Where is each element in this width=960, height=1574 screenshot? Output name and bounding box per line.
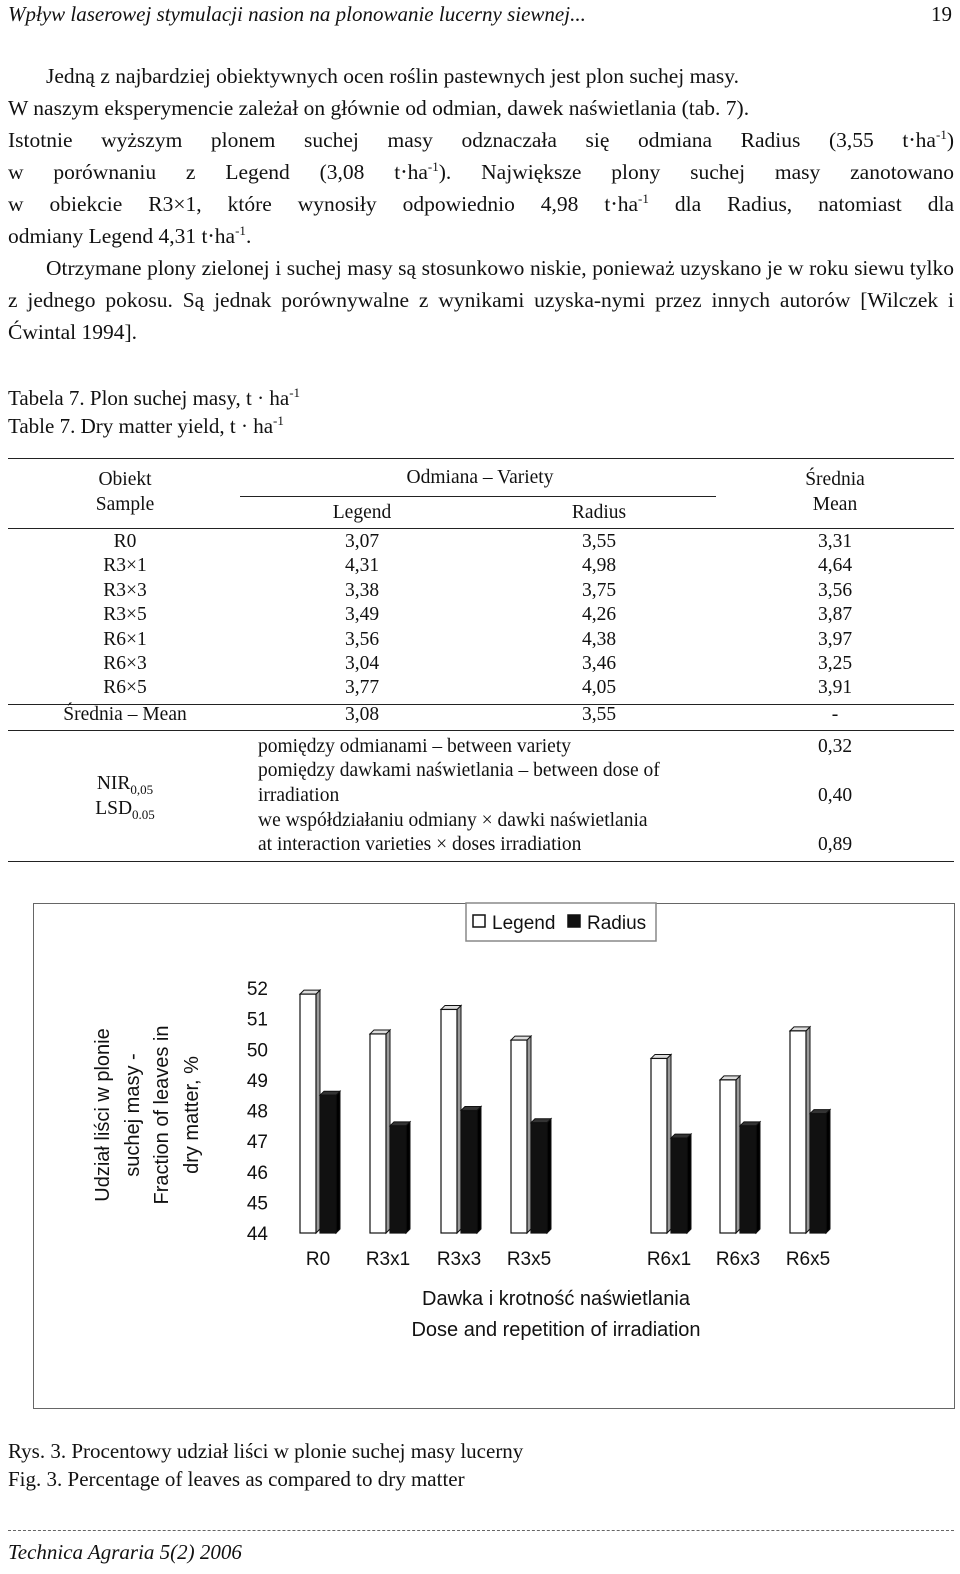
x-tick-label: R3x5: [506, 1249, 552, 1270]
y-tick-label: 47: [246, 1132, 268, 1154]
table-cell-sample: R3×1: [103, 555, 147, 577]
legend-label-legend: Legend: [492, 913, 556, 934]
bar-legend-r6x3: [720, 1080, 736, 1233]
figure-caption: [8, 1437, 523, 1493]
superscript: -1: [427, 159, 439, 174]
lsd-interaction-text-2: at interaction varieties × doses irradiation: [258, 834, 582, 855]
p1-text: ). Największe plony suchej masy zanotowano: [438, 160, 955, 184]
lsd-interaction-value: 0,89: [817, 834, 853, 855]
superscript: -1: [273, 413, 284, 428]
table-cell-legend: 3,49: [344, 604, 380, 626]
legend-swatch-radius: [568, 915, 580, 927]
p1-text: Istotnie wyższym plonem suchej masy odznaczała się odmiana Radius (3,55 t⋅ha: [8, 128, 936, 152]
y-axis-ticks: [247, 979, 269, 1245]
x-tick-label: R3x3: [436, 1249, 482, 1270]
bar-radius-r3x1: [390, 1126, 406, 1233]
mean-row-legend: 3,08: [344, 704, 380, 725]
table-cell-legend: 3,07: [344, 531, 380, 552]
bars: [300, 990, 830, 1233]
bar-radius-r3x3: [461, 1111, 477, 1234]
table-cell-legend: 3,56: [344, 628, 380, 650]
header-srednia: Średnia: [805, 469, 865, 490]
lsd-dose-text-2: irradiation: [258, 785, 340, 806]
figure-caption-pl: Rys. 3. Procentowy udział liści w plonie suchej masy lucerny: [8, 1439, 524, 1463]
bar-radius-r3x5: [531, 1123, 547, 1233]
table-cell-radius: 3,55: [581, 531, 617, 552]
table-cell-sample: R6×5: [103, 677, 147, 699]
table-cell-sample: R6×1: [103, 628, 147, 650]
y-tick-label: 50: [246, 1040, 268, 1062]
footer-rule: [8, 1530, 954, 1531]
mean-row-mean: -: [831, 704, 839, 725]
table-cell-mean: 3,56: [817, 579, 853, 601]
table-cell-mean: 3,31: [817, 531, 853, 552]
running-title: Wpływ laserowej stymulacji nasion na plonowanie lucerny siewnej...: [8, 2, 586, 26]
table-cell-legend: 3,38: [344, 579, 380, 601]
bar-legend-r3x1: [370, 1034, 386, 1233]
bar-side-legend: [457, 1005, 461, 1233]
superscript: -1: [235, 223, 246, 238]
subscript: 0.05: [132, 806, 155, 822]
table-cell-radius: 3,46: [581, 653, 617, 674]
body-paragraph-2: Otrzymane plony zielonej i suchej masy są stosunkowo niskie, ponieważ uzyskano je w roku siewu tylko z jednego pokosu. Są jednak porównywalne z wynikami uzyska-nymi przez innych autorów [Wilczek i Ćwintal 1994].: [8, 256, 954, 344]
chart-legend: [466, 903, 656, 941]
subscript: 0,05: [130, 781, 154, 797]
table-cell-mean: 3,97: [817, 628, 853, 650]
header-sample: Sample: [95, 494, 155, 515]
y-axis-title: [92, 1026, 203, 1205]
journal-footer: Technica Agraria 5(2) 2006: [8, 1540, 242, 1564]
table-cell-legend: 3,04: [344, 653, 380, 674]
lsd-dose-value: 0,40: [817, 785, 853, 806]
superscript: -1: [289, 385, 301, 400]
p1-text: .: [245, 224, 252, 248]
header-mean: Mean: [812, 494, 858, 515]
bar-side-legend: [316, 990, 320, 1233]
table-cell-radius: 4,05: [581, 677, 617, 699]
table-cell-legend: 4,31: [344, 555, 380, 577]
table-cell-mean: 4,64: [817, 555, 853, 577]
bar-radius-r0: [320, 1095, 336, 1233]
x-tick-label: R6x3: [715, 1249, 761, 1270]
p1-line: W naszym eksperymencie zależał on głównie od odmian, dawek naświetlania (tab. 7).: [8, 96, 750, 120]
bar-legend-r6x5: [790, 1031, 806, 1233]
table-cell-sample: R3×5: [103, 604, 147, 626]
y-tick-label: 52: [246, 979, 268, 1000]
p1-text: w porównaniu z Legend (3,08 t⋅ha: [8, 160, 428, 184]
page-number: 19: [931, 2, 952, 26]
superscript: -1: [638, 191, 649, 206]
mean-row-label: Średnia – Mean: [63, 704, 187, 725]
lsd-interaction-text-1: we współdziałaniu odmiany × dawki naświetlania: [258, 810, 648, 831]
y-axis-title-line-4: dry matter, %: [181, 1056, 203, 1174]
lsd-dose-text-1: pomiędzy dawkami naświetlania – between dose of: [258, 760, 660, 781]
x-axis-title-line-1: Dawka i krotność naświetlania: [422, 1288, 690, 1310]
superscript: -1: [935, 127, 947, 142]
p1-line: Jedną z najbardziej obiektywnych ocen roślin pastewnych jest plon suchej masy.: [46, 64, 739, 88]
bar-legend-r0: [300, 994, 316, 1233]
table-cell-mean: 3,87: [817, 604, 853, 626]
y-axis-title-line-1: Udział liści w plonie: [92, 1028, 114, 1202]
x-tick-label: R0: [305, 1249, 331, 1270]
table-caption-pl: Tabela 7. Plon suchej masy, t · ha: [8, 386, 290, 410]
table-cell-radius: 3,75: [581, 579, 617, 601]
table-cell-radius: 4,26: [581, 604, 617, 626]
p1-text: ): [946, 128, 954, 152]
y-tick-label: 46: [246, 1162, 268, 1184]
mean-row-radius: 3,55: [581, 704, 617, 725]
legend-label-radius: Radius: [587, 913, 647, 934]
bar-legend-r6x1: [651, 1058, 667, 1233]
y-axis-title-line-2: suchej masy -: [122, 1053, 144, 1177]
x-tick-label: R3x1: [365, 1249, 411, 1270]
y-axis-title-line-3: Fraction of leaves in: [151, 1025, 173, 1205]
bar-legend-r3x3: [441, 1009, 457, 1233]
x-tick-label: R6x1: [646, 1249, 692, 1270]
bar-side-radius: [477, 1107, 481, 1234]
y-tick-label: 44: [246, 1224, 268, 1245]
table-cell-mean: 3,25: [817, 653, 853, 674]
table-caption-en: Table 7. Dry matter yield, t · ha: [8, 414, 274, 438]
table-cell-radius: 4,98: [581, 555, 617, 577]
bar-radius-r6x5: [810, 1114, 826, 1233]
lsd-text: LSD: [95, 798, 133, 819]
bar-side-radius: [406, 1122, 410, 1233]
header-radius: Radius: [571, 502, 627, 523]
bar-legend-r3x5: [511, 1040, 527, 1233]
lsd-variety-value: 0,32: [817, 736, 853, 757]
table-cell-legend: 3,77: [344, 677, 380, 699]
nir-text: NIR: [96, 773, 131, 794]
table-cell-sample: R6×3: [103, 653, 147, 674]
p1-text: dla Radius, natomiast dla: [648, 192, 954, 216]
y-tick-label: 49: [246, 1070, 268, 1092]
header-variety: Odmiana – Variety: [406, 467, 554, 488]
table-cell-sample: R3×3: [103, 579, 147, 601]
x-axis-ticks: [306, 1249, 830, 1270]
bar-side-legend: [386, 1030, 390, 1233]
p1-text: odmiany Legend 4,31 t⋅ha: [8, 224, 236, 248]
legend-swatch-legend: [473, 915, 485, 927]
figure-caption-en: Fig. 3. Percentage of leaves as compared to dry matter: [8, 1467, 465, 1491]
x-tick-label: R6x5: [785, 1249, 831, 1270]
x-axis-title-line-2: Dose and repetition of irradiation: [411, 1319, 701, 1341]
header-obiekt: Obiekt: [98, 469, 152, 490]
bar-radius-r6x3: [740, 1126, 756, 1233]
lsd-variety-text: pomiędzy odmianami – between variety: [258, 736, 571, 757]
table-cell-radius: 4,38: [581, 628, 617, 650]
header-legend: Legend: [332, 502, 392, 523]
table-cell-mean: 3,91: [817, 677, 853, 699]
y-tick-label: 51: [246, 1009, 268, 1031]
y-tick-label: 45: [246, 1193, 268, 1215]
table-cell-sample: R0: [113, 531, 137, 552]
bar-radius-r6x1: [671, 1138, 687, 1233]
p1-text: w obiekcie R3×1, które wynosiły odpowiednio 4,98 t⋅ha: [8, 192, 639, 216]
y-tick-label: 48: [246, 1101, 268, 1123]
bar-side-radius: [336, 1091, 340, 1233]
